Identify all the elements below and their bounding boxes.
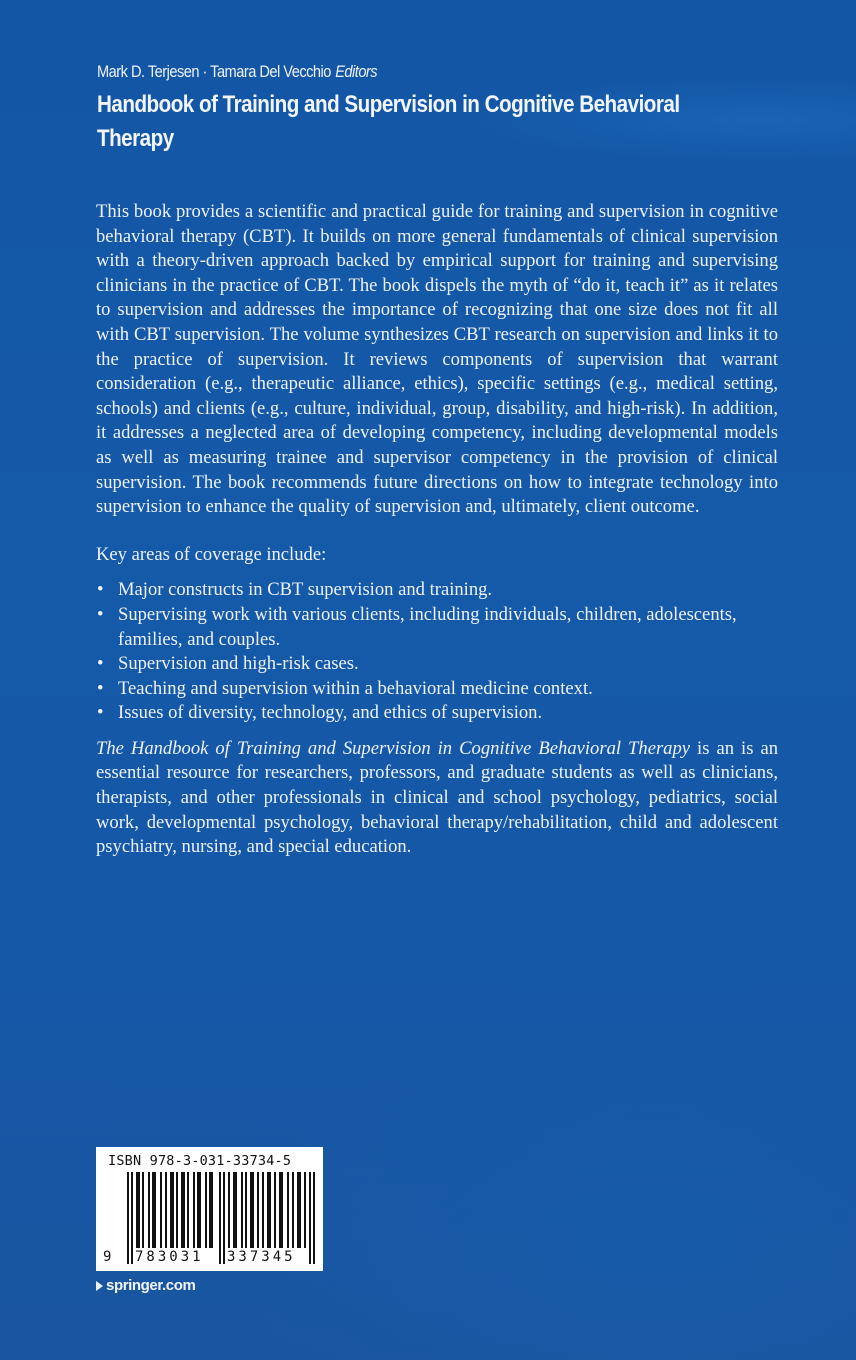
key-areas-intro: Key areas of coverage include: <box>96 543 327 565</box>
back-cover-text <box>96 200 778 860</box>
publisher-url: springer.com <box>106 1277 196 1294</box>
isbn-barcode <box>96 1147 323 1271</box>
audience-book-title: The Handbook of Training and Supervision in Cognitive Behavioral Therapy <box>96 737 691 759</box>
audience-text: is an is an essential resource for researchers, professors, and graduate students as well as clinicians, therapists, and other professionals in clinical and school psychology, pediatrics, social work, developmental psychology, behavioral therapy/rehabilitation, child and adolescent psychiatry, nursing, and special education. <box>96 737 779 858</box>
description-paragraph: This book provides a scientific and practical guide for training and supervision in cognitive behavioral therapy (CBT). It builds on more general fundamentals of clinical supervision with a theory-driven approach backed by empirical support for training and supervising clinicians in the practice of CBT. The book dispels the myth of “do it, teach it” as it relates to supervision and addresses the importance of recognizing that one size does not fit all with CBT supervision. The volume synthesizes CBT research on supervision and links it to the practice of supervision. It reviews components of supervision that warrant consideration (e.g., therapeutic alliance, ethics), specific settings (e.g., medical setting, schools) and clients (e.g., culture, individual, group, disability, and high-risk). In addition, it addresses a neglected area of developing competency, including developmental models as well as measuring trainee and supervisor competency in the provision of clinical supervision. The book recommends future directions on how to integrate technology into supervision to enhance the quality of supervision and, ultimately, client outcome. <box>96 201 778 518</box>
list-item: • Supervision and high-risk cases. <box>96 652 778 677</box>
authors-line <box>97 62 377 82</box>
barcode-left-digits: 783031 <box>135 1249 204 1265</box>
barcode-lead-digit: 9 <box>103 1249 115 1265</box>
bullet-icon: • <box>97 653 104 675</box>
book-title: Handbook of Training and Supervision in Cognitive Behavioral Therapy <box>97 91 680 152</box>
play-arrow-icon <box>96 1281 103 1291</box>
authors-names: Mark D. Terjesen · Tamara Del Vecchio <box>97 62 331 81</box>
list-item: • Major constructs in CBT supervision and training. <box>96 578 778 603</box>
barcode-right-digits: 337345 <box>227 1249 296 1265</box>
bullet-icon: • <box>97 702 104 724</box>
list-item: • Supervising work with various clients, including individuals, children, adolescents, families, and couples. <box>97 603 737 650</box>
bullet-icon: • <box>97 677 104 699</box>
bullet-icon: • <box>97 579 104 601</box>
editors-label: Editors <box>335 62 378 81</box>
list-item: • Teaching and supervision within a behavioral medicine context. <box>96 677 778 702</box>
bullet-icon: • <box>97 603 104 625</box>
audience-paragraph <box>96 737 778 860</box>
isbn-label: ISBN 978-3-031-33734-5 <box>108 1153 292 1169</box>
key-areas-list <box>96 578 778 726</box>
publisher-link[interactable] <box>96 1277 195 1294</box>
list-item: • Issues of diversity, technology, and ethics of supervision. <box>96 701 778 726</box>
